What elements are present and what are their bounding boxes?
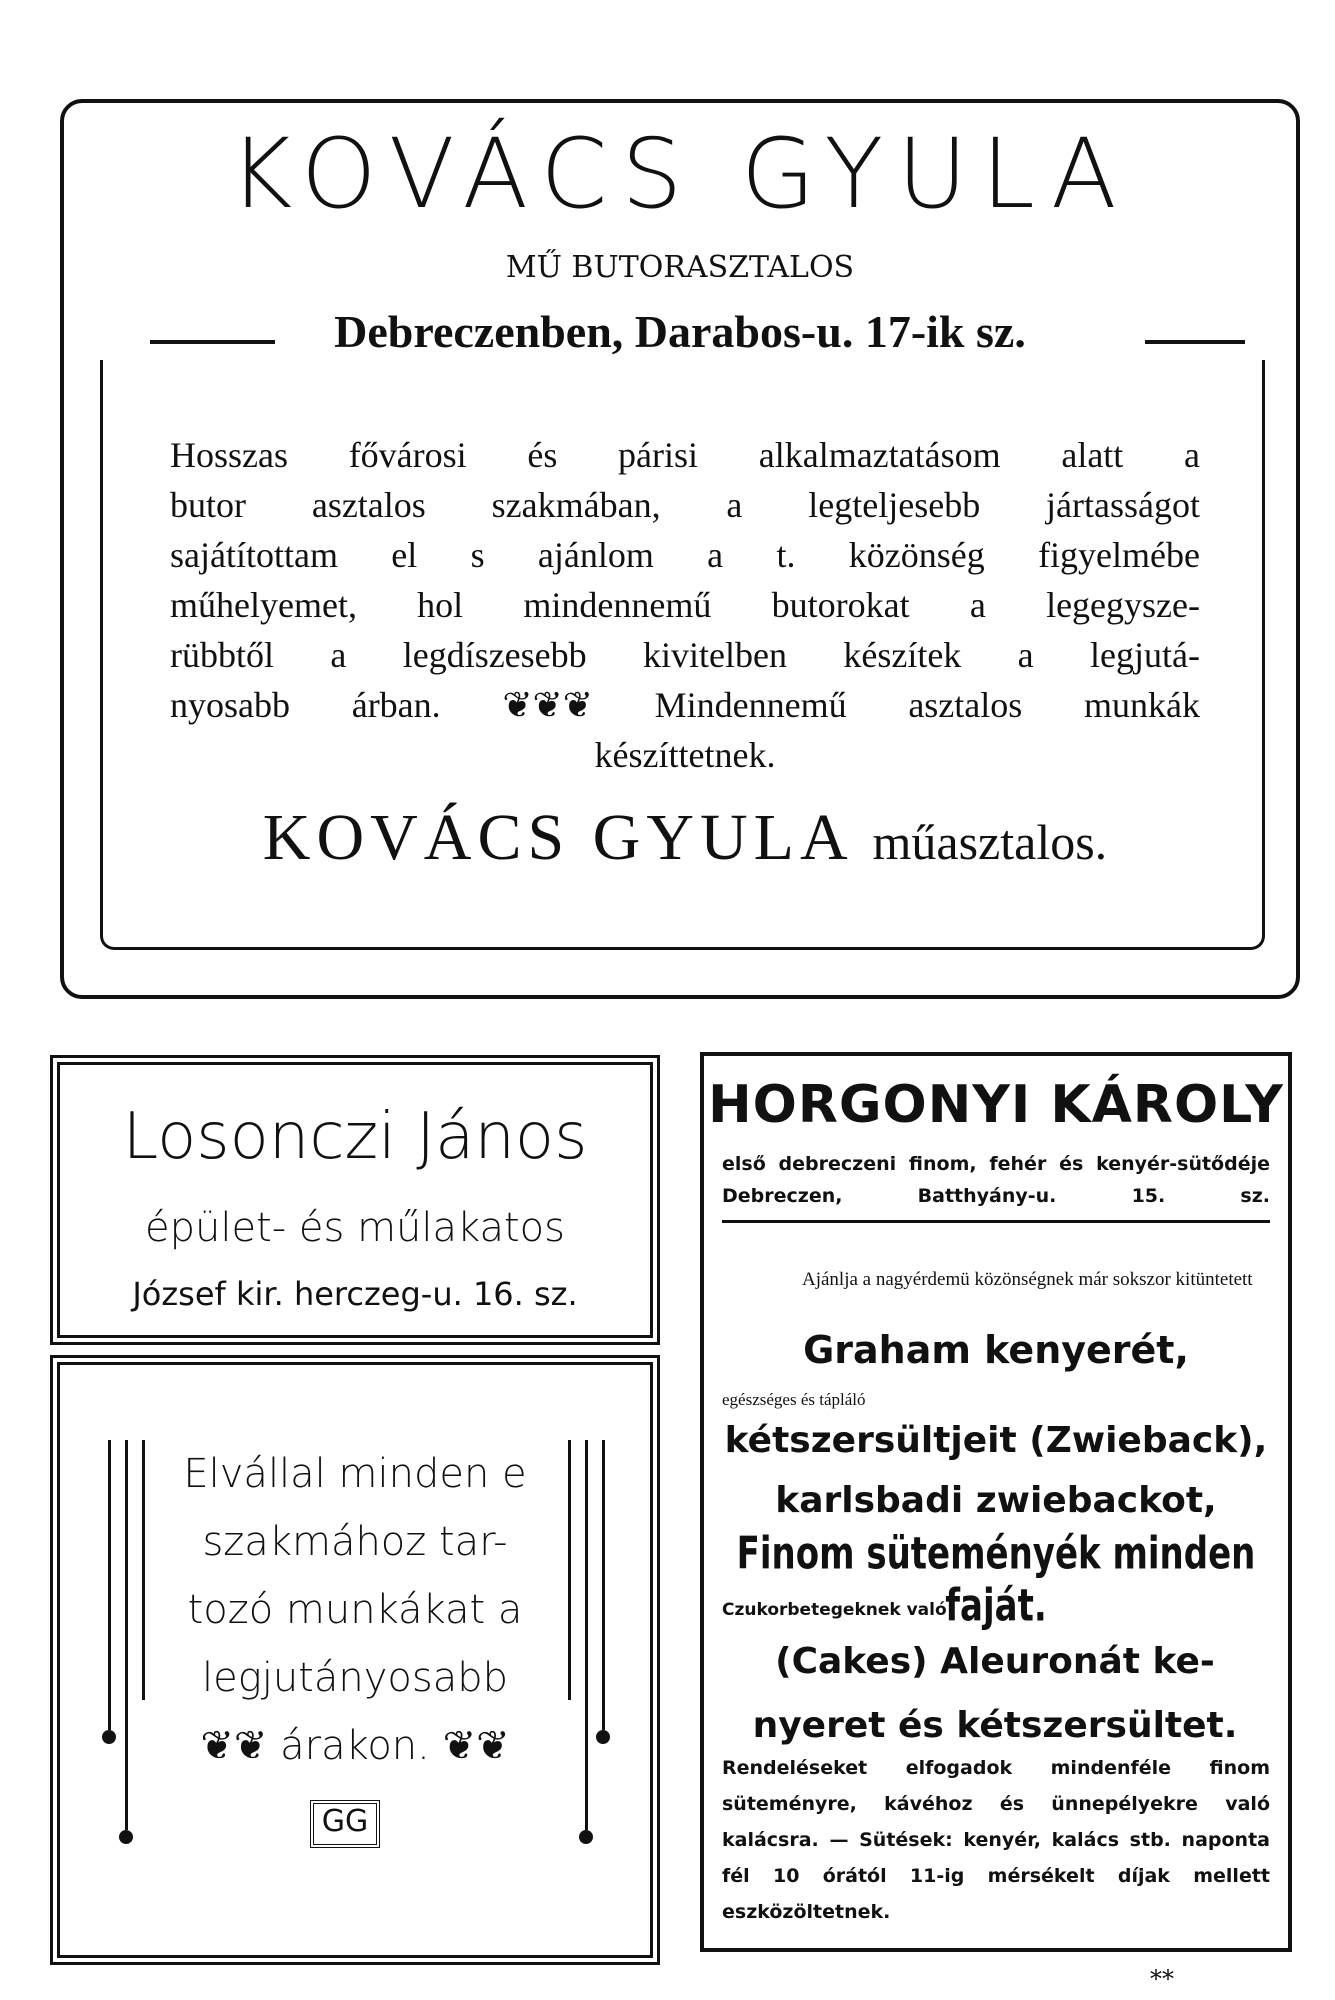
body-line: ❦❦ árakon. ❦❦ [200,1723,510,1769]
losonczi-address: József kir. herczeg-u. 16. sz. [132,1275,578,1313]
pastry-line: Finom süteményék minden faját. [736,1528,1256,1632]
ornament-bar [585,1440,588,1830]
horgonyi-intro: Ajánlja a nagyérdemü közönségnek már sokszor kitüntetett [802,1269,1253,1290]
horgonyi-subtitle: első debreczeni finom, fehér és kenyér-sütődéje Debreczen, Batthyány-u. 15. sz. [722,1153,1270,1207]
graham-line: Graham kenyerét, [803,1328,1189,1372]
signature-trade: műasztalos. [872,814,1108,870]
body-line: készíttetnek. [594,735,776,775]
body-line: Hosszas fővárosi és párisi alkalmaztatásom alatt a [170,435,1200,475]
body-line: szakmához tar- [202,1519,508,1565]
diabetic-line: Czukorbetegeknek való [722,1600,947,1620]
kovacs-signature [170,800,1200,876]
ornament-dot [596,1730,610,1744]
losonczi-body [165,1440,545,1780]
body-line: legjutányosabb [201,1655,508,1701]
monogram-logo: GG [310,1800,380,1848]
kovacs-address: Debreczenben, Darabos-u. 17-ik sz. [334,306,1026,357]
ornament-dot [119,1830,133,1844]
body-line: rübbtől a legdíszesebb kivitelben készítek a legjutá- [170,635,1200,675]
body-line: butor asztalos szakmában, a legteljesebb jártasságot [170,485,1200,525]
kovacs-title: KOVÁCS GYULA [229,118,1131,230]
horgonyi-title: HORGONYI KÁROLY [708,1075,1284,1135]
ornament-bar [142,1440,145,1700]
ornament-bar [568,1440,571,1700]
kovacs-subtitle: MŰ BUTORASZTALOS [505,250,855,285]
cakes-line: (Cakes) Aleuronát ke-nyeret és kétszersültet. [752,1641,1238,1746]
body-line: Elvállal minden e [183,1451,527,1497]
body-line: műhelyemet, hol mindennemű butorokat a legegysze- [170,585,1200,625]
losonczi-name: Losonczi János [122,1100,588,1174]
body-line: tozó munkákat a [187,1587,523,1633]
body-line: nyosabb árban. ❦❦❦ Mindennemű asztalos munkák [170,685,1200,725]
divider [722,1220,1270,1223]
healthy-line: egészséges és tápláló [722,1390,866,1409]
kovacs-body [170,430,1200,780]
ornament-bar [602,1440,605,1730]
body-line: sajátítottam el s ajánlom a t. közönség figyelmébe [170,535,1200,575]
horgonyi-footer: Rendeléseket elfogadok mindenféle finom süteményre, kávéhoz és ünnepélyekre való kalácsra. — Sütések: kenyér, kalács stb. naponta fél 10 órától 11-ig mérsékelt díjak mellett eszközöltetnek. [722,1757,1270,1923]
karlsbad-line: karlsbadi zwiebackot, [775,1480,1217,1521]
page-mark: ** [1150,1965,1174,1993]
ornament-dot [579,1830,593,1844]
losonczi-trade: épület- és műlakatos [145,1205,565,1251]
ornament-dot [102,1730,116,1744]
signature-name: KOVÁCS GYULA [262,801,851,874]
ornament-bar [125,1440,128,1830]
zwieback-line: kétszersültjeit (Zwieback), [724,1420,1268,1461]
ornament-bar [108,1440,111,1730]
